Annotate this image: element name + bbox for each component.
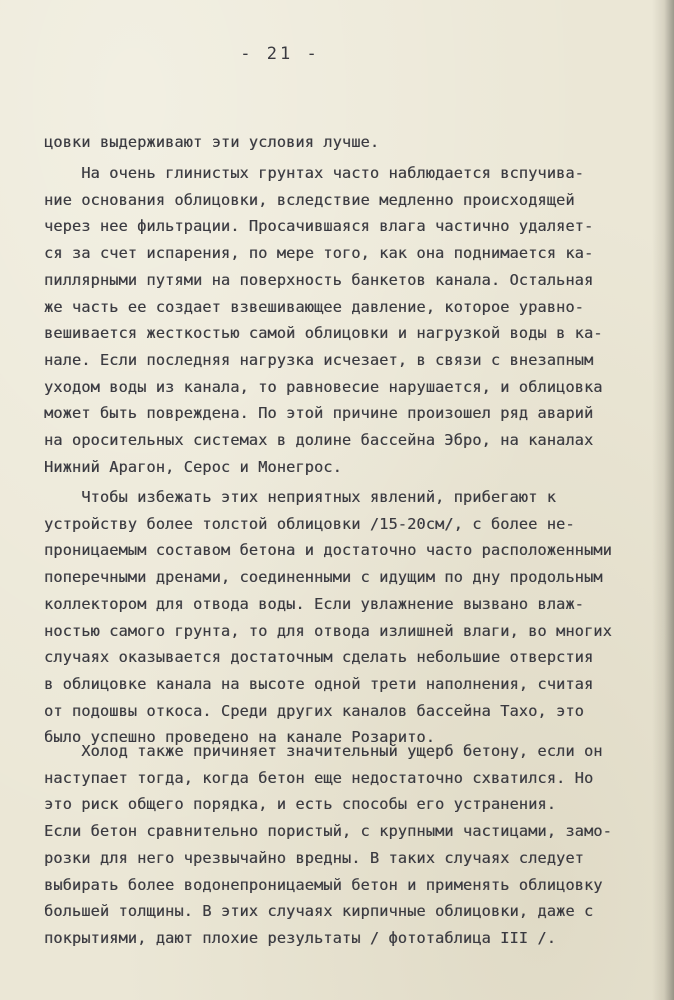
text-line: это риск общего порядка, и есть способы его устранения. <box>44 795 557 814</box>
text-line: Холод также причиняет значительный ущерб бетону, если он <box>44 742 603 760</box>
text-line: ся за счет испарения, по мере того, как она поднимается ка- <box>44 244 594 263</box>
text-line: коллектором для отвода воды. Если увлажнение вызвано влаж- <box>44 594 584 613</box>
text-line: Чтобы избежать этих неприятных явлений, прибегают к <box>44 488 557 506</box>
text-line: случаях оказывается достаточным сделать небольшие отверстия <box>44 648 594 667</box>
text-line: уходом воды из канала, то равновесие нарушается, и облицовка <box>44 377 603 396</box>
text-line: На очень глинистых грунтах часто наблюдается вспучива- <box>44 164 584 182</box>
text-line: в облицовке канала на высоте одной трети наполнения, считая <box>44 674 594 693</box>
paragraph-continuation <box>44 129 656 156</box>
paragraph-clay-soils <box>44 160 656 480</box>
text-line: ние основания облицовки, вследствие медленно происходящей <box>44 190 575 209</box>
text-line: проницаемым составом бетона и достаточно часто расположенными <box>44 541 612 560</box>
text-line: нале. Если последняя нагрузка исчезает, в связи с внезапным <box>44 350 594 369</box>
page-number: - 21 - <box>240 44 320 64</box>
text-line: наступает тогда, когда бетон еще недостаточно схватился. Но <box>44 768 594 787</box>
text-line: выбирать более водонепроницаемый бетон и применять облицовку <box>44 875 603 894</box>
paragraph-thick-lining <box>44 484 656 751</box>
text-line: пиллярными путями на поверхность банкетов канала. Остальная <box>44 270 594 289</box>
text-line: поперечными дренами, соединенными с идущим по дну продольным <box>44 568 603 587</box>
text-line: большей толщины. В этих случаях кирпичные облицовки, даже с <box>44 902 594 921</box>
paragraph-frost <box>44 738 656 952</box>
text-line: через нее фильтрации. Просачившаяся влага частично удаляет- <box>44 217 594 236</box>
text-line: вешивается жесткостью самой облицовки и нагрузкой воды в ка- <box>44 324 603 343</box>
text-line: же часть ее создает взвешивающее давление, которое уравно- <box>44 297 584 316</box>
page-edge-shadow <box>652 0 674 1000</box>
text-line: устройству более толстой облицовки /15-20см/, с более не- <box>44 514 575 533</box>
text-line: на оросительных системах в долине бассейна Эбро, на каналах <box>44 431 594 450</box>
text-line: от подошвы откоса. Среди других каналов бассейна Тахо, это <box>44 701 584 720</box>
text-line: Если бетон сравнительно пористый, с крупными частицами, замо- <box>44 822 612 841</box>
text-line: Нижний Арагон, Серос и Монегрос. <box>44 457 342 476</box>
text-line: было успешно проведено на канале Розарито. <box>44 728 435 747</box>
text-line: ностью самого грунта, то для отвода излишней влаги, во многих <box>44 621 612 640</box>
text-line: цовки выдерживают эти условия лучше. <box>44 133 380 151</box>
text-line: покрытиями, дают плохие результаты / фототаблица III /. <box>44 928 557 947</box>
text-line: розки для него чрезвычайно вредны. В таких случаях следует <box>44 848 584 867</box>
text-line: может быть повреждена. По этой причине произошел ряд аварий <box>44 404 594 423</box>
